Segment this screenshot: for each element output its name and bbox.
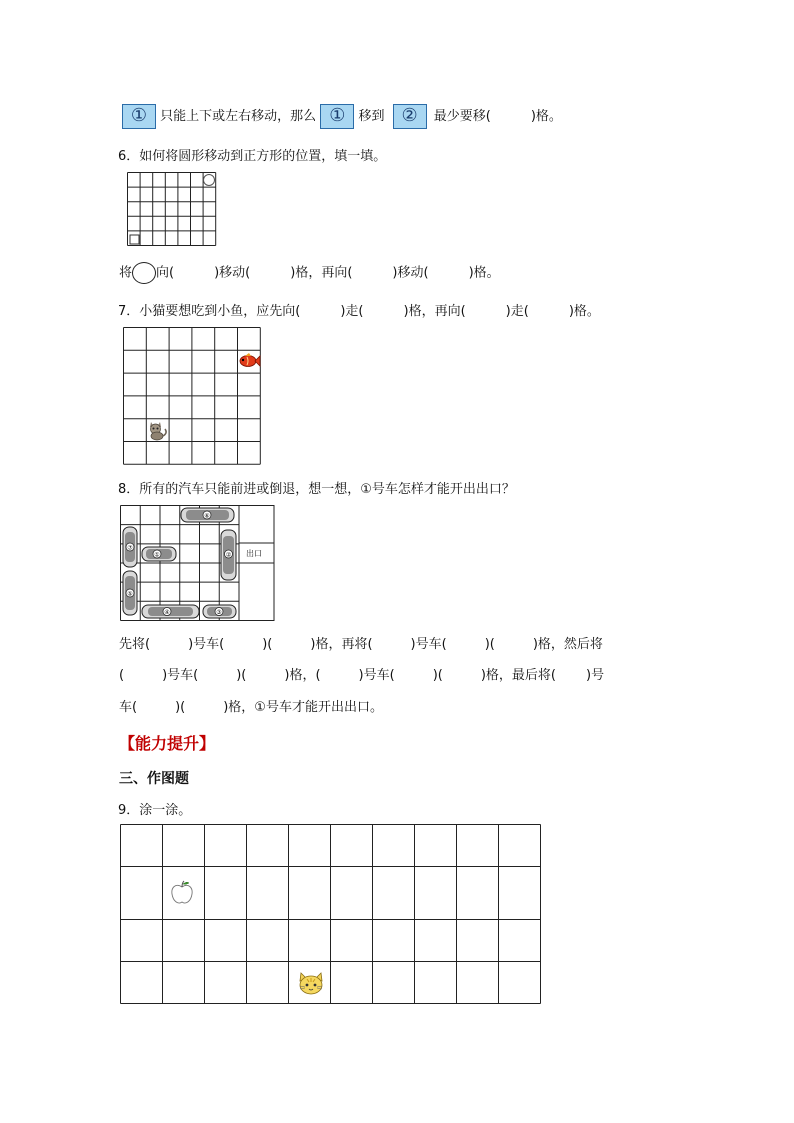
q7-grid [123,327,261,465]
exit-label: 出口 [246,549,262,558]
q5-text-4: )格。 [530,109,562,124]
car-number: ④ [164,609,170,616]
q8-answer-line-3 [119,696,383,715]
q7-title [118,300,600,319]
q8-text: )号车( [188,637,225,652]
q7-text: )走( [340,304,364,319]
q8-text: )号车( [410,637,447,652]
number-box-1: ① [122,104,156,129]
q7-text: )格。 [568,304,600,319]
car-number: ⑤ [127,590,133,598]
car-7 [123,527,137,567]
circle-shape [204,175,215,186]
q9-title: 9．涂一涂。 [118,803,192,818]
q6-text: 将 [119,265,133,281]
q8-text: )号 [586,668,605,683]
cat-icon [147,419,169,441]
q6-grid [127,172,217,247]
section-three-heading: 三、作图题 [119,771,189,787]
square-shape [130,235,139,244]
q8-text: )格，然后将 [532,637,603,652]
q8-text: 先将( [119,637,151,652]
q8-text: )( [262,637,273,652]
q7-text: )走( [505,304,529,319]
q8-text: )( [484,637,495,652]
q6-text: )移动( [392,265,429,281]
q8-text: )格，( [284,668,321,683]
section-ability-heading: 【能力提升】 [119,734,216,753]
q8-text: ( [119,668,125,683]
cat-face-icon [297,970,325,996]
q8-text: 车( [119,700,138,715]
car-number: ⑥ [204,512,210,520]
circle-icon [132,262,156,284]
car-5 [123,571,137,615]
q8-text: )号车( [358,668,395,683]
q6-text: )格，再向( [290,265,353,281]
q8-text: )号车( [162,668,199,683]
number-box-2: ① [320,104,354,129]
q6-text: )格。 [468,265,500,281]
q6-text: )移动( [214,265,251,281]
q8-title: 8．所有的汽车只能前进或倒退，想一想，①号车怎样才能开出出口？ [118,482,515,497]
car-number: ② [225,551,232,559]
car-number: ③ [216,609,222,616]
car-3 [203,605,236,618]
parking-grid [120,505,275,621]
q8-text: )格，再将( [310,637,373,652]
q7-text: 7．小猫要想吃到小鱼，应先向( [118,304,301,319]
q5-text-1: 只能上下或左右移动，那么 [160,109,317,124]
fish-icon [237,352,261,370]
q8-answer-line-1 [119,633,603,652]
car-4 [142,605,199,618]
q8-text: )格，最后将( [480,668,557,683]
q5-text-2: 移到 [358,109,385,124]
q9-grid [120,824,541,1004]
q5-text-3: 最少要移( [433,109,491,124]
q8-text: )格，①号车才能开出出口。 [223,700,383,715]
q8-text: )( [236,668,247,683]
car-number: ⑦ [127,544,133,552]
car-number: ① [154,551,160,559]
number-box-3: ② [393,104,427,129]
q8-answer-line-2 [119,664,604,683]
q6-answer-line [119,262,500,285]
apple-icon [170,880,194,906]
car-2 [221,530,236,580]
q6-title: 6．如何将圆形移动到正方形的位置，填一填。 [118,149,387,164]
q6-text: 向( [156,265,175,281]
q8-text: )( [175,700,186,715]
car-1 [142,547,176,561]
q8-text: )( [432,668,443,683]
car-6 [181,508,234,522]
q5-tail-line [122,104,562,129]
q7-text: )格，再向( [403,304,466,319]
